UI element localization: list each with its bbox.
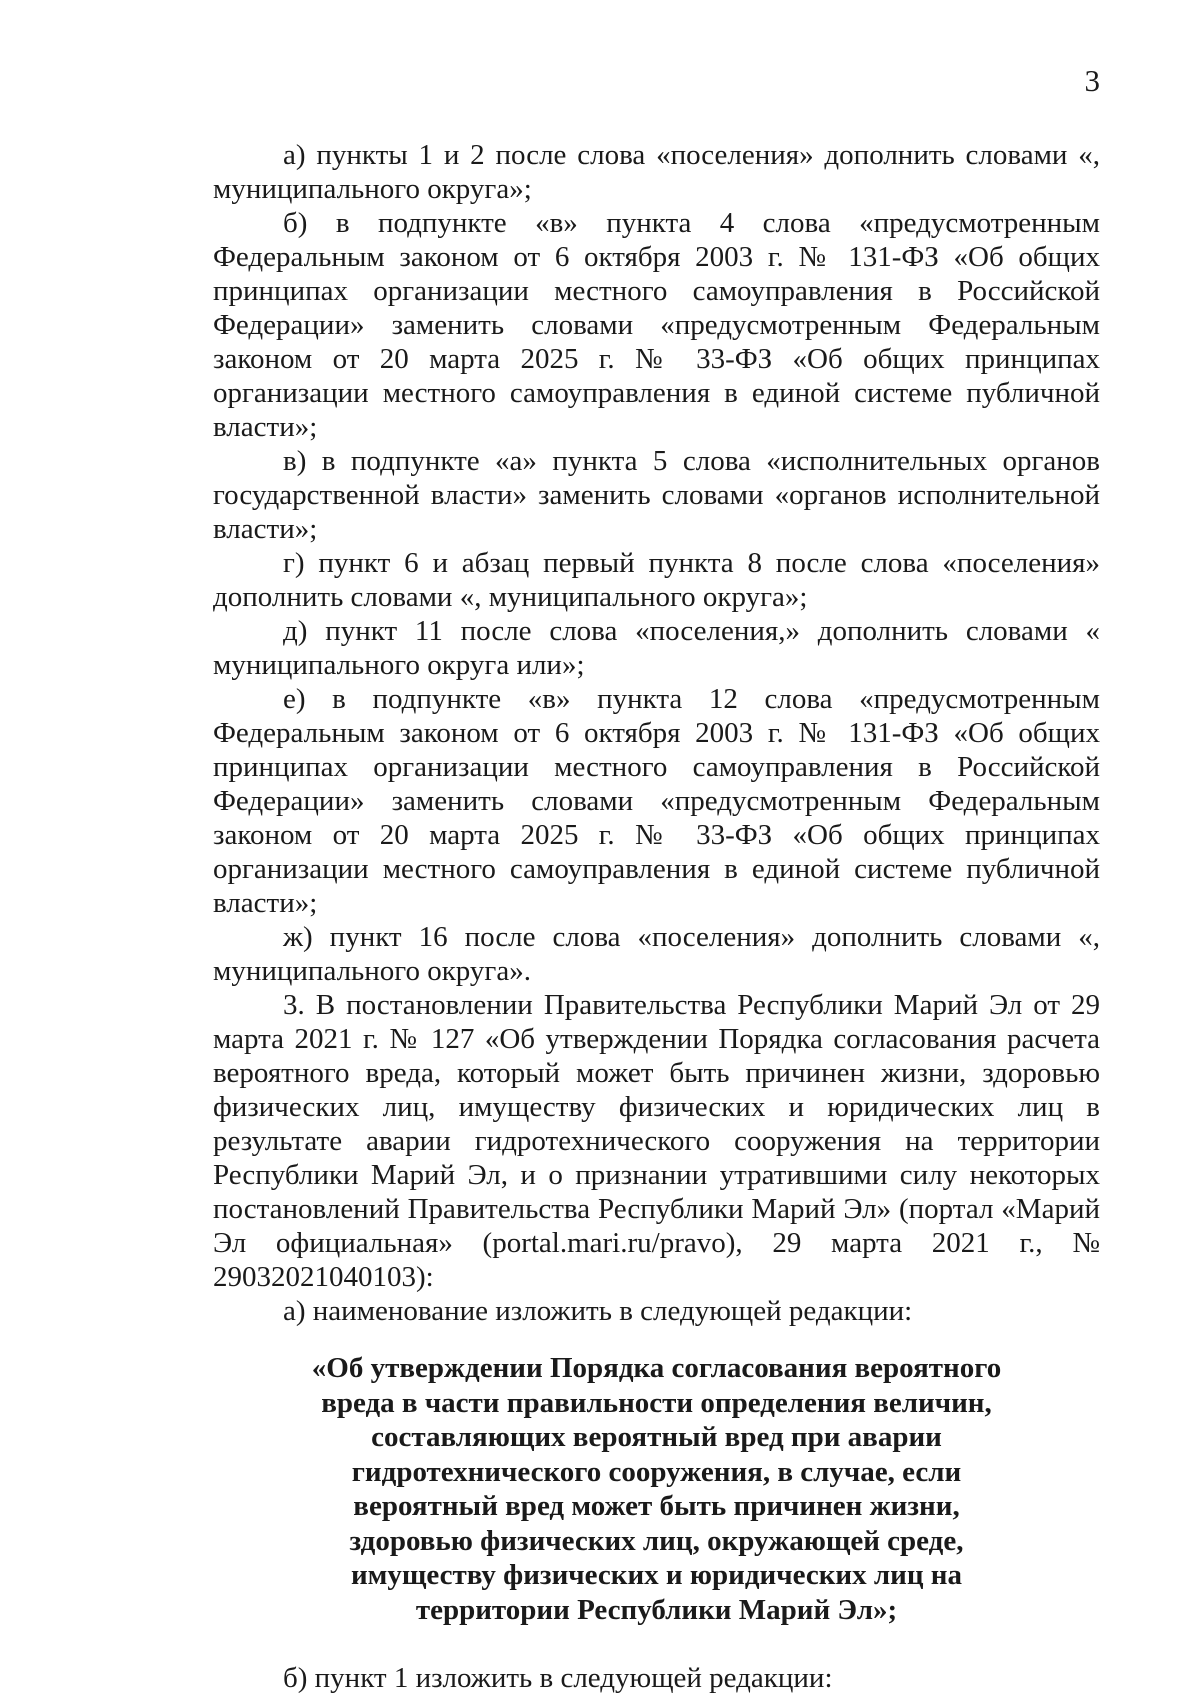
paragraph-v-subpoint-5: в) в подпункте «а» пункта 5 слова «исполнительных органов государственной власти» заменить словами «органов исполнительной власти»; (213, 445, 1100, 545)
paragraph-d-point-11: д) пункт 11 после слова «поселения,» дополнить словами « муниципального округа или»; (213, 615, 1100, 681)
paragraph-e-subpoint-12: е) в подпункте «в» пункта 12 слова «предусмотренным Федеральным законом от 6 октября 2003 г. № 131-ФЗ «Об общих принципах организации местного самоуправления в Российской Федерации» заменить словами «предусмотренным Федеральным законом от 20 марта 2025 г. № 33-ФЗ «Об общих принципах организации местного самоуправления в единой системе публичной власти»; (213, 683, 1100, 919)
page-number: 3 (1084, 63, 1100, 98)
paragraph-3-resolution-127: 3. В постановлении Правительства Республики Марий Эл от 29 марта 2021 г. № 127 «Об утверждении Порядка согласования расчета вероятного вреда, который может быть причинен жизни, здоровью физических лиц, имуществу физических и юридических лиц в результате аварии гидротехнического сооружения на территории Республики Марий Эл, и о признании утратившими силу некоторых постановлений Правительства Республики Марий Эл» (портал «Марий Эл официальная» (portal.mari.ru/pravo), 29 марта 2021 г., № 29032021040103): (213, 989, 1100, 1293)
paragraph-zh-point-16: ж) пункт 16 после слова «поселения» дополнить словами «, муниципального округа». (213, 921, 1100, 987)
new-title-heading: «Об утверждении Порядка согласования вероятного вреда в части правильности определения величин, составляющих вероятный вред при аварии гидротехнического сооружения, в случае, если вероятный вред может быть причинен жизни, здоровью физических лиц, окружающей среде, имуществу физических и юридических лиц на территории Республики Марий Эл»; (311, 1352, 1002, 1626)
paragraph-b-point-1-edit: б) пункт 1 изложить в следующей редакции: (283, 1662, 833, 1694)
paragraph-b-subpoint-4: б) в подпункте «в» пункта 4 слова «предусмотренным Федеральным законом от 6 октября 2003 г. № 131-ФЗ «Об общих принципах организации местного самоуправления в Российской Федерации» заменить словами «предусмотренным Федеральным законом от 20 марта 2025 г. № 33-ФЗ «Об общих принципах организации местного самоуправления в единой системе публичной власти»; (213, 207, 1100, 443)
document-body (213, 138, 1100, 1695)
paragraph-a-title-edit: а) наименование изложить в следующей редакции: (283, 1295, 913, 1327)
paragraph-g-points-6-8: г) пункт 6 и абзац первый пункта 8 после слова «поселения» дополнить словами «, муниципального округа»; (213, 547, 1100, 613)
paragraph-a-points-1-2: а) пункты 1 и 2 после слова «поселения» дополнить словами «, муниципального округа»; (213, 139, 1100, 205)
